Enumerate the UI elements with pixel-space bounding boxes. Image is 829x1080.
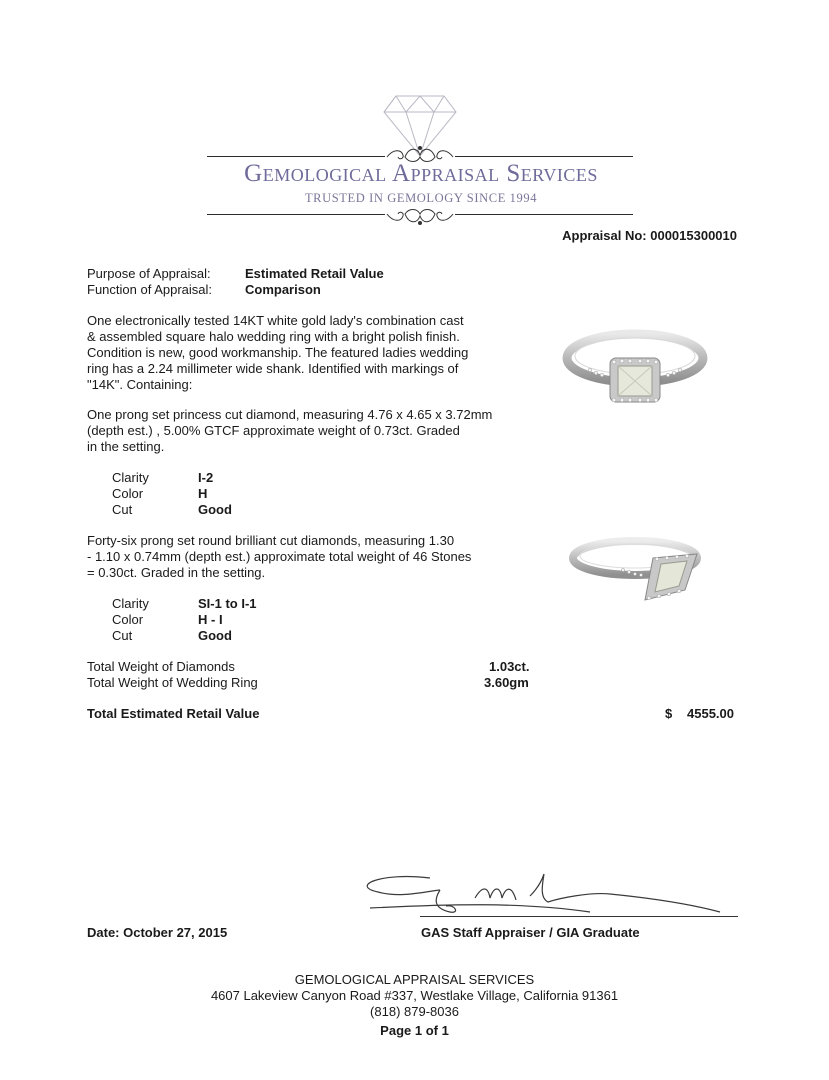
center-color-value: H [198, 486, 208, 501]
center-color-label: Color [112, 486, 144, 501]
side-stones-line: Forty-six prong set round brilliant cut diamonds, measuring 1.30 [87, 533, 455, 548]
footer-company: GEMOLOGICAL APPRAISAL SERVICES [294, 972, 535, 987]
footer-phone: (818) 879-8036 [370, 1004, 459, 1019]
logo-rule-top-right [455, 156, 633, 157]
center-clarity-value: I-2 [198, 470, 214, 485]
logo-rule-bottom-right [455, 214, 633, 215]
center-stone-line: One prong set princess cut diamond, measuring 4.76 x 4.65 x 3.72mm [87, 407, 493, 422]
logo-rule-top-left [207, 156, 385, 157]
center-stone-line: in the setting. [87, 439, 165, 454]
signature-line [420, 916, 738, 917]
footer-address: 4607 Lakeview Canyon Road #337, Westlake Village, California 91361 [210, 988, 619, 1003]
side-stones-line: - 1.10 x 0.74mm (depth est.) approximate total weight of 46 Stones [87, 549, 472, 564]
total-ring-value: 3.60gm [484, 675, 529, 690]
description-line: Condition is new, good workmanship. The featured ladies wedding [87, 345, 469, 360]
side-cut-value: Good [198, 628, 232, 643]
description-line: ring has a 2.24 millimeter wide shank. Identified with markings of [87, 361, 459, 376]
ring-photo-front [560, 318, 710, 408]
company-name-logo: Gemological Appraisal Services [244, 160, 598, 187]
center-cut-value: Good [198, 502, 232, 517]
center-stone-line: (depth est.) , 5.00% GTCF approximate weight of 0.73ct. Graded [87, 423, 460, 438]
logo-rule-bottom-left [207, 214, 385, 215]
side-cut-label: Cut [112, 628, 133, 643]
total-retail-label: Total Estimated Retail Value [87, 706, 260, 721]
side-stones-line: = 0.30ct. Graded in the setting. [87, 565, 266, 580]
description-line: One electronically tested 14KT white gold lady's combination cast [87, 313, 464, 328]
appraisal-number: Appraisal No: 000015300010 [562, 228, 737, 243]
description-line: "14K". Containing: [87, 377, 193, 392]
center-cut-label: Cut [112, 502, 133, 517]
side-stones-description [87, 533, 527, 581]
appraisal-date: Date: October 27, 2015 [87, 925, 228, 940]
ring-photo-angle [565, 528, 710, 608]
flourish-ornament-icon [385, 204, 455, 226]
side-clarity-label: Clarity [112, 596, 149, 611]
function-value: Comparison [245, 282, 321, 297]
side-color-label: Color [112, 612, 144, 627]
description-line: & assembled square halo wedding ring with a bright polish finish. [87, 329, 460, 344]
appraiser-signature [360, 868, 740, 920]
side-clarity-value: SI-1 to I-1 [198, 596, 257, 611]
center-clarity-label: Clarity [112, 470, 149, 485]
purpose-value: Estimated Retail Value [245, 266, 384, 281]
item-description [87, 313, 507, 393]
currency-symbol: $ [665, 706, 673, 721]
purpose-label: Purpose of Appraisal: [87, 266, 211, 281]
total-diamonds-value: 1.03ct. [489, 659, 530, 674]
total-retail-value: 4555.00 [687, 706, 734, 721]
function-label: Function of Appraisal: [87, 282, 213, 297]
page-number: Page 1 of 1 [380, 1023, 449, 1038]
center-stone-description [87, 407, 527, 455]
total-ring-label: Total Weight of Wedding Ring [87, 675, 258, 690]
appraiser-title: GAS Staff Appraiser / GIA Graduate [421, 925, 640, 940]
total-diamonds-label: Total Weight of Diamonds [87, 659, 235, 674]
side-color-value: H - I [198, 612, 223, 627]
company-tagline: TRUSTED IN GEMOLOGY SINCE 1994 [304, 191, 538, 205]
